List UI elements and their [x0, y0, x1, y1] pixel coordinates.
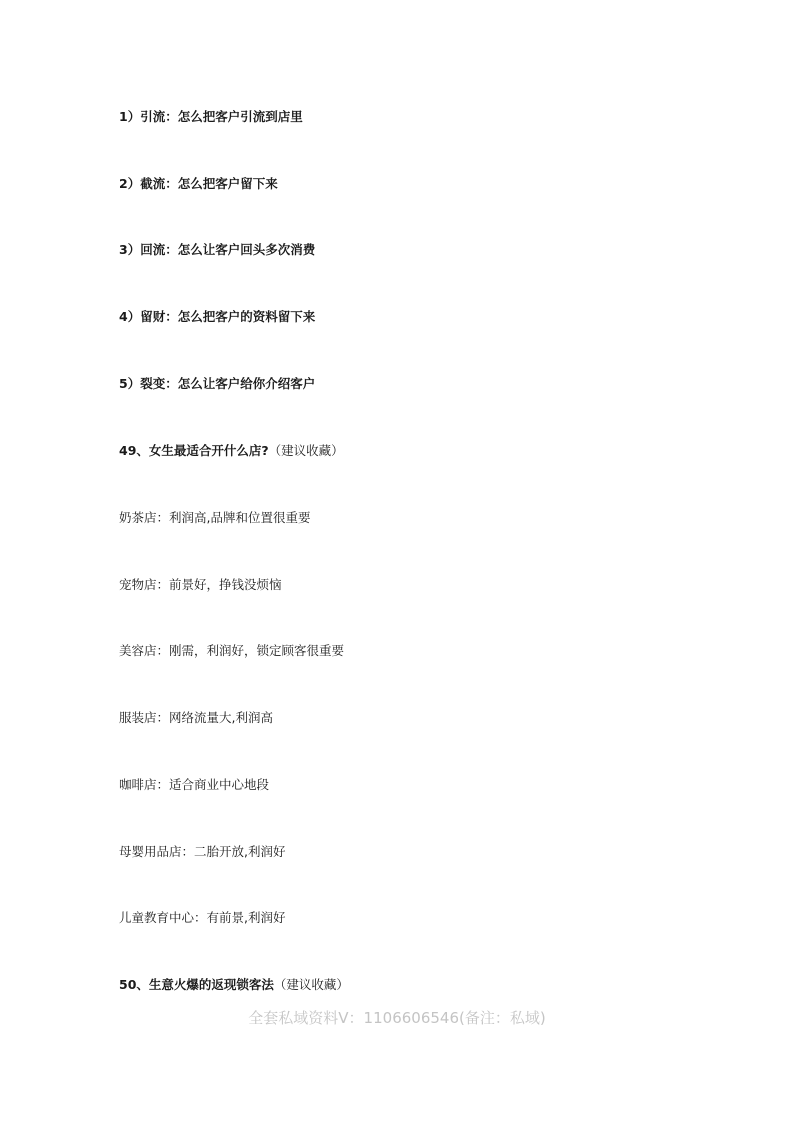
line-text: 3）回流：怎么让客户回头多次消费 [119, 242, 316, 257]
heading-text: 49、女生最适合开什么店? [119, 443, 269, 458]
shop-item-baby-products [119, 843, 285, 861]
shop-item-pet [119, 576, 282, 594]
line-text: 2）截流：怎么把客户留下来 [119, 176, 278, 191]
line-text: 服装店：网络流量大,利润高 [119, 710, 273, 725]
list-item-fission [119, 375, 315, 393]
list-item-traffic-inflow [119, 108, 303, 126]
line-text: 5）裂变：怎么让客户给你介绍客户 [119, 376, 316, 391]
shop-item-coffee [119, 776, 269, 794]
list-item-retain-data [119, 308, 315, 326]
list-item-traffic-return [119, 241, 315, 259]
line-text: 奶茶店：利润高,品牌和位置很重要 [119, 510, 311, 525]
section-heading-49 [119, 442, 344, 460]
line-text: 母婴用品店：二胎开放,利润好 [119, 844, 286, 859]
heading-text: 50、生意火爆的返现锁客法 [119, 977, 274, 992]
line-text: 儿童教育中心：有前景,利润好 [119, 910, 286, 925]
line-text: 4）留财：怎么把客户的资料留下来 [119, 309, 316, 324]
section-heading-50 [119, 976, 349, 994]
heading-suffix: （建议收藏） [273, 977, 349, 992]
list-item-traffic-intercept [119, 175, 278, 193]
shop-item-beauty [119, 642, 344, 660]
watermark: 全套私域资料V：1106606546(备注：私域) [248, 1009, 546, 1027]
shop-item-milk-tea [119, 509, 310, 527]
shop-item-clothing [119, 709, 273, 727]
line-text: 宠物店：前景好，挣钱没烦恼 [119, 577, 282, 592]
line-text: 1）引流：怎么把客户引流到店里 [119, 109, 303, 124]
shop-item-child-education [119, 909, 285, 927]
heading-suffix: （建议收藏） [268, 443, 344, 458]
line-text: 咖啡店：适合商业中心地段 [119, 777, 270, 792]
line-text: 美容店：刚需，利润好，锁定顾客很重要 [119, 643, 345, 658]
